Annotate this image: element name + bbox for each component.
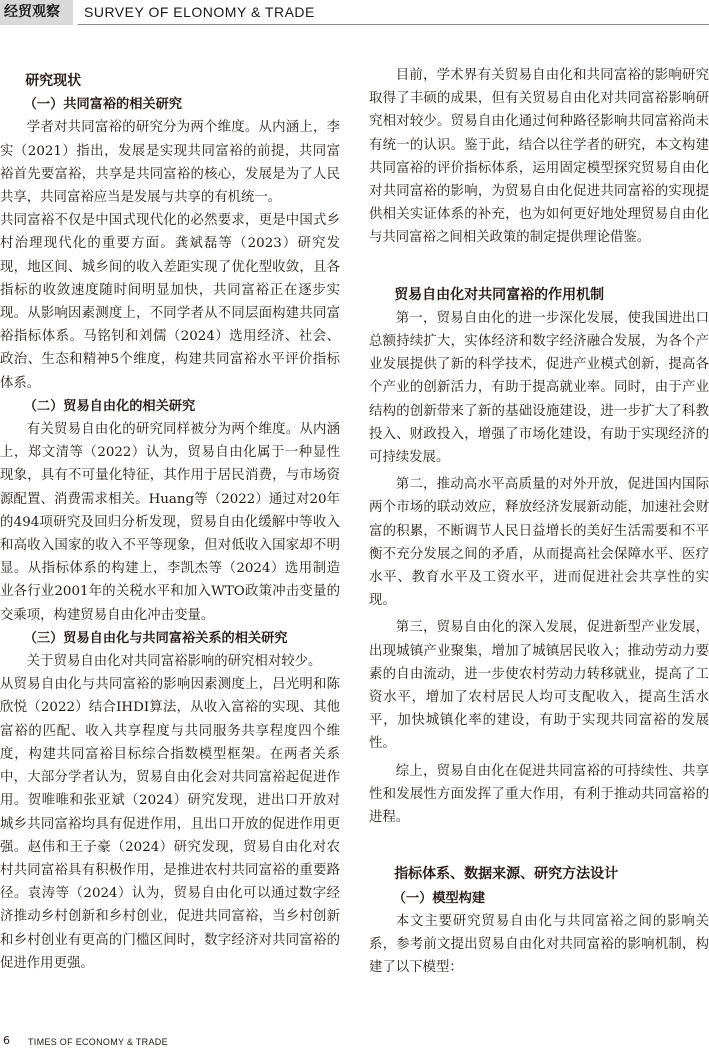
paragraph: 关于贸易自由化对共同富裕影响的研究相对较少。 — [26, 654, 322, 670]
left-column — [0, 64, 340, 975]
section-heading-methodology: 指标体系、数据来源、研究方法设计 — [394, 866, 619, 883]
paragraph: 目前，学术界有关贸易自由化和共同富裕的影响研究取得了丰硕的成果，但有关贸易自由化对共同富裕影响研究相对较少。贸易自由化通过何种路径影响共同富裕尚未有统一的认识。鉴于此，结合以往学者的研究，本文构建共同富裕的评价指标体系，运用固定模型探究贸易自由化对共同富裕的影响，为贸易自由化促进共同富裕的实现提供相关实证体系的补充，也为如何更好地处理贸易自由化与共同富裕之间相关政策的制定提供理论借鉴。 — [369, 68, 709, 246]
paragraph: 第二，推动高水平高质量的对外开放，促进国内国际两个市场的联动效应，释放经济发展新动能，加速社会财富的积累，不断调节人民日益增长的美好生活需要和不平衡不充分发展之间的矛盾，从而提高社会保障水平、医疗水平、教育水平及工资水平，进而促进社会共享性的实现。 — [369, 477, 709, 609]
paragraph: 共同富裕不仅是中国式现代化的必然要求，更是中国式乡村治理现代化的重要方面。龚斌磊等（2023）研究发现，地区间、城乡间的收入差距实现了优化型收敛，且各指标的收敛速度随时间明显加快，共同富裕正在逐步实现。从影响因素测度上，不同学者从不同层面构建共同富裕指标体系。马铭钊和刘儒（2024）选用经济、社会、政治、生态和精神5个维度，构建共同富裕水平评价指标体系。 — [0, 213, 340, 391]
paragraph: 学者对共同富裕的研究分为两个维度。从内涵上，李实（2021）指出，发展是实现共同富裕的前提，共同富裕首先要富裕，共享是共同富裕的核心，发展是为了人民共享，共同富裕应当是发展与共享的有机统一。 — [0, 120, 340, 206]
journal-title-footer: TIMES OF ECONOMY & TRADE — [28, 1037, 168, 1047]
paragraph: 有关贸易自由化的研究同样被分为两个维度。从内涵上，郑文清等（2022）认为，贸易自由化属于一种显性现象，具有不可量化特征，其作用于居民消费，与市场资源配置、消费需求相关。Huang等（2022）通过对20年的494项研究及回归分析发现，贸易自由化缓解中等收入和高收入国家的收入不平等现象，但对低收入国家却不明显。从指标体系的构建上，李凯杰等（2024）选用制造业各行业2001年的关税水平和加入WTO政策冲击变量的交乘项，构建贸易自由化冲击变量。 — [0, 422, 340, 623]
right-column — [369, 64, 709, 979]
section-tag: 经贸观察 — [0, 0, 73, 25]
page-number: 6 — [3, 1034, 10, 1047]
paragraph: 从贸易自由化与共同富裕的影响因素测度上，吕光明和陈欣悦（2022）结合IHDI算法，从收入富裕的实现、其他富裕的匹配、收入共享程度与共同服务共享程度四个维度，构建共同富裕目标综合指数模型框架。在两者关系中，大部分学者认为，贸易自由化会对共同富裕起促进作用。贺唯唯和张亚斌（2024）研究发现，进出口开放对城乡共同富裕均具有促进作用，且出口开放的促进作用更强。赵伟和王子豪（2024）研究发现，贸易自由化对农村共同富裕具有积极作用，是推进农村共同富裕的重要路径。袁涛等（2024）认为，贸易自由化可以通过数字经济推动乡村创新和乡村创业，促进共同富裕，当乡村创新和乡村创业有更高的门槛区间时，数字经济对共同富裕的促进作用更强。 — [0, 677, 340, 971]
paragraph: 第一，贸易自由化的进一步深化发展，使我国进出口总额持续扩大，实体经济和数字经济融合发展，为各个产业发展提供了新的科学技术，促进产业模式创新，提高各个产业的创新活力，有助于提高就业率。同时，由于产业结构的创新带来了新的基础设施建设，进一步扩大了科教投入、财政投入，增强了市场化建设，有助于实现经济的可持续发展。 — [369, 310, 709, 466]
header-divider — [78, 24, 709, 25]
paragraph: 综上，贸易自由化在促进共同富裕的可持续性、共享性和发展性方面发挥了重大作用，有利于推动共同富裕的进程。 — [369, 763, 709, 826]
journal-name-en: SURVEY OF ELONOMY & TRADE — [84, 4, 315, 20]
paragraph: 本文主要研究贸易自由化与共同富裕之间的影响关系，参考前文提出贸易自由化对共同富裕的影响机制，构建了以下模型： — [369, 913, 709, 976]
paragraph: 第三，贸易自由化的深入发展，促进新型产业发展，出现城镇产业聚集，增加了城镇居民收入；推动劳动力要素的自由流动，进一步使农村劳动力转移就业，提高了工资水平，增加了农村居民人均可支配收入，提高生活水平，加快城镇化率的建设，有助于实现共同富裕的发展性。 — [369, 620, 709, 752]
subsection-heading-common-prosperity: （一）共同富裕的相关研究 — [23, 97, 182, 113]
page-header — [0, 0, 709, 25]
section-heading-mechanism: 贸易自由化对共同富裕的作用机制 — [394, 286, 605, 303]
subsection-heading-model: （一）模型构建 — [392, 890, 486, 906]
subsection-heading-trade-liberalization: （二）贸易自由化的相关研究 — [23, 398, 196, 414]
section-heading-research-status: 研究现状 — [25, 73, 82, 89]
subsection-heading-relationship: （三）贸易自由化与共同富裕关系的相关研究 — [23, 630, 288, 646]
